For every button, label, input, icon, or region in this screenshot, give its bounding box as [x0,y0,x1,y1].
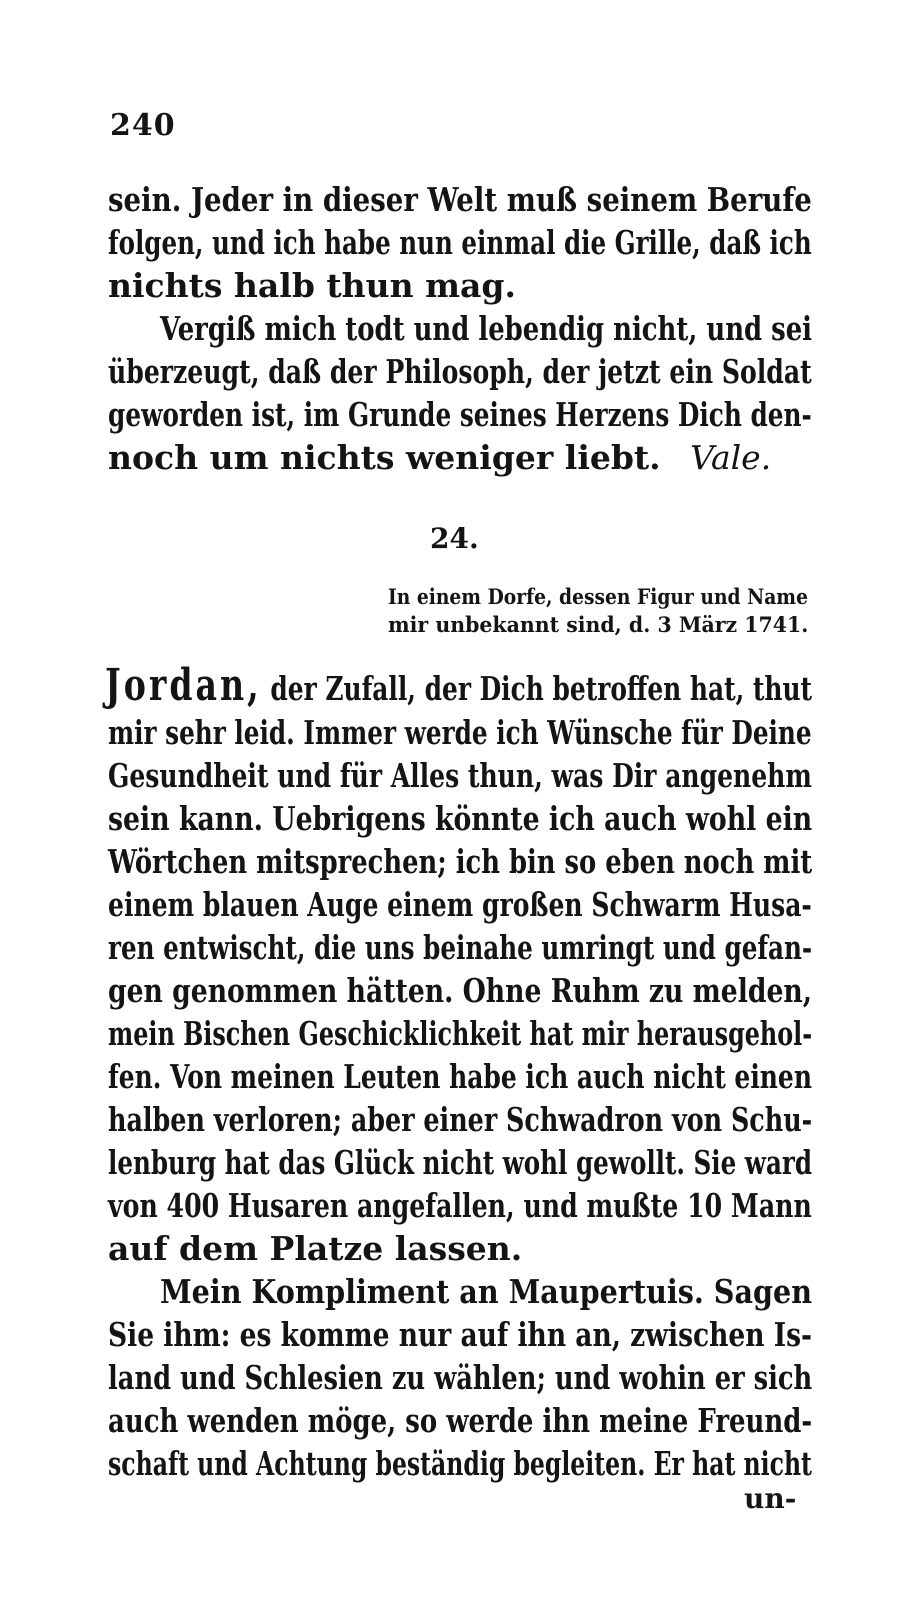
letter-number: 24. [430,522,479,555]
text-line: Wörtchen mitsprechen; ich bin so eben noch mit [108,842,813,881]
text-line: Sie ihm: es komme nur auf ihn an, zwischen Is- [108,1315,813,1354]
closing-vale: Vale. [690,438,772,477]
text-line: nichts halb thun mag. [108,266,516,305]
text-line: sein kann. Uebrigens könnte ich auch wohl ein [108,799,813,838]
salutation-name: Jordan, [105,660,262,711]
text-line: von 400 Husaren angefallen, und mußte 10 Mann [108,1186,812,1225]
text-line: auf dem Platze lassen. [108,1229,523,1268]
text-line: halben verloren; aber einer Schwadron von Schu- [108,1100,813,1139]
text-line: sein. Jeder in dieser Welt muß seinem Berufe [108,180,812,219]
text-line: lenburg hat das Glück nicht wohl gewollt. Sie ward [108,1143,813,1182]
text-line: land und Schlesien zu wählen; und wohin er sich [108,1358,813,1397]
text-line: fen. Von meinen Leuten habe ich auch nicht einen [108,1057,812,1096]
text-line: mir sehr leid. Immer werde ich Wünsche für Deine [108,713,812,752]
page-number: 240 [110,108,176,143]
text-line: gen genommen hätten. Ohne Ruhm zu melden, [108,971,813,1010]
dateline-line: mir unbekannt sind, d. 3 März 1741. [387,612,808,637]
text-line: folgen, und ich habe nun einmal die Grille, daß ich [108,223,812,262]
catchword: un- [744,1482,797,1515]
text-line: ren entwischt, die uns beinahe umringt und gefan- [108,928,813,967]
text-line: Gesundheit und für Alles thun, was Dir angenehm [108,756,812,795]
closing-line [108,438,771,478]
closing-text: noch um nichts weniger liebt. [108,438,661,477]
text-line: schaft und Achtung beständig begleiten. Er hat nicht [108,1444,812,1483]
letter-opening-line [105,660,813,711]
text-line: Mein Kompliment an Maupertuis. Sagen [160,1272,813,1311]
dateline-line: In einem Dorfe, dessen Figur und Name [388,584,808,609]
text-line: überzeugt, daß der Philosoph, der jetzt ein Soldat [108,352,812,391]
text-line: geworden ist, im Grunde seines Herzens Dich den- [108,395,812,434]
text-line: Vergiß mich todt und lebendig nicht, und sei [160,309,813,348]
opening-line-rest: der Zufall, der Dich betroffen hat, thut [261,669,813,708]
text-line: mein Bischen Geschicklichkeit hat mir herausgehol- [108,1014,813,1053]
text-line: einem blauen Auge einem großen Schwarm Husa- [108,885,812,924]
text-line: auch wenden möge, so werde ihn meine Freund- [108,1401,813,1440]
